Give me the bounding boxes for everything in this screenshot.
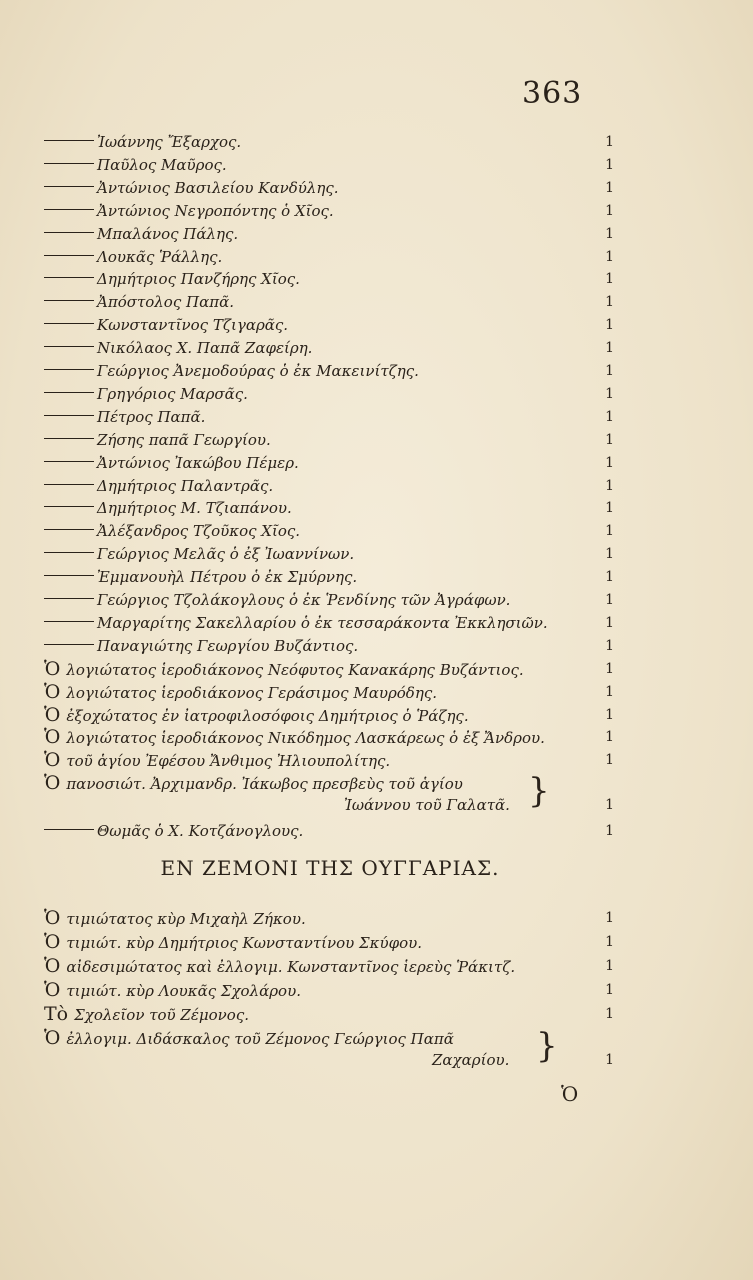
leader-rule bbox=[44, 140, 94, 141]
entry-name: Ἰωάννης Ἔξαρχος. bbox=[97, 133, 242, 151]
catchword: Ὁ bbox=[561, 1082, 579, 1106]
leader-rule bbox=[44, 255, 94, 256]
list-item bbox=[44, 635, 614, 657]
list-item-braced bbox=[44, 1027, 614, 1049]
list-item bbox=[44, 154, 614, 176]
entry-name: Νικόλαος Χ. Παπᾶ Ζαφείρη. bbox=[97, 339, 313, 358]
entry-name: Μαργαρίτης Σακελλαρίου ὁ ἐκ τεσσαράκοντα Ἐκκλησιῶν. bbox=[97, 613, 548, 632]
section-heading: ΕΝ ΖΕΜΟΝΙ ΤΗΣ ΟΥΓΓΑΡΙΑΣ. bbox=[160, 856, 500, 880]
entry-count: 1 bbox=[605, 706, 614, 723]
list-item bbox=[44, 268, 614, 290]
entry-count: 1 bbox=[605, 637, 614, 654]
entry-name: Γεώργιος Ἀνεμοδούρας ὁ ἐκ Μακεινίτζης. bbox=[97, 362, 419, 380]
entry-count: 1 bbox=[605, 523, 614, 540]
list-item bbox=[44, 452, 614, 474]
entry-name: τοῦ ἁγίου Ἐφέσου Ἄνθιμος Ἠλιουπολίτης. bbox=[66, 752, 391, 771]
list-item bbox=[44, 429, 614, 451]
list-item bbox=[44, 520, 614, 542]
leader-rule bbox=[44, 186, 94, 187]
entry-name: ἐλλογιμ. Διδάσκαλος τοῦ Ζέμονος Γεώργιος Παπᾶ bbox=[66, 1030, 454, 1048]
list-item bbox=[44, 406, 614, 428]
list-item bbox=[44, 200, 614, 222]
entry-name: λογιώτατος ἱεροδιάκονος Νεόφυτος Κανακάρης Βυζάντιος. bbox=[66, 660, 524, 679]
entry-article: Ὁ bbox=[44, 749, 61, 772]
list-item bbox=[44, 658, 614, 680]
list-item bbox=[44, 131, 614, 153]
list-item bbox=[44, 566, 614, 588]
entry-count: 1 bbox=[605, 317, 614, 334]
page-number: 363 bbox=[522, 76, 583, 111]
entry-count: 1 bbox=[605, 385, 614, 402]
entry-name: Πέτρος Παπᾶ. bbox=[97, 407, 206, 426]
entry-name: Λουκᾶς Ῥάλλης. bbox=[97, 247, 223, 266]
list-item bbox=[44, 704, 614, 726]
list-item bbox=[44, 223, 614, 245]
entry-count: 1 bbox=[605, 797, 614, 814]
entry-count: 1 bbox=[605, 1006, 614, 1022]
leader-rule bbox=[44, 346, 94, 347]
entry-article: Ὁ bbox=[44, 657, 61, 680]
list-item bbox=[44, 907, 614, 929]
entry-name: Γεώργιος Τζολάκογλους ὁ ἐκ Ῥενδίνης τῶν Ἀγράφων. bbox=[97, 591, 511, 609]
leader-rule bbox=[44, 552, 94, 553]
entry-count: 1 bbox=[605, 271, 614, 288]
entry-name: Ἀλέξανδρος Τζοῦκος Χῖος. bbox=[97, 522, 301, 541]
entry-count: 1 bbox=[605, 248, 614, 265]
list-item bbox=[44, 314, 614, 336]
list-item bbox=[44, 360, 614, 382]
entry-article: Ὁ bbox=[44, 1027, 61, 1049]
leader-rule bbox=[44, 506, 94, 507]
leader-rule bbox=[44, 300, 94, 301]
brace-mark: } bbox=[528, 771, 550, 812]
entry-count: 1 bbox=[605, 156, 614, 173]
entry-name: Γρηγόριος Μαρσᾶς. bbox=[97, 384, 248, 403]
entry-name: Γεώργιος Μελᾶς ὁ ἐξ Ἰωαννίνων. bbox=[97, 545, 355, 564]
list-item bbox=[44, 291, 614, 313]
entry-count: 1 bbox=[605, 569, 614, 586]
entry-count: 1 bbox=[605, 340, 614, 357]
leader-rule bbox=[44, 392, 94, 393]
entry-count: 1 bbox=[605, 1052, 614, 1068]
entry-count: 1 bbox=[605, 477, 614, 494]
entry-count: 1 bbox=[605, 729, 614, 746]
entry-count: 1 bbox=[605, 934, 614, 950]
entry-name: Σχολεῖον τοῦ Ζέμονος. bbox=[74, 1006, 249, 1024]
entry-name: Κωνσταντῖνος Τζιγαρᾶς. bbox=[97, 316, 289, 335]
entry-name: τιμιώτ. κὺρ Λουκᾶς Σχολάρου. bbox=[66, 982, 301, 1000]
list-item bbox=[44, 337, 614, 359]
list-item bbox=[44, 589, 614, 611]
leader-rule bbox=[44, 484, 94, 485]
list-item bbox=[44, 475, 614, 497]
entry-name: Ἀπόστολος Παπᾶ. bbox=[97, 293, 234, 312]
entry-article: Ὁ bbox=[44, 955, 61, 977]
entry-name: αἰδεσιμώτατος καὶ ἐλλογιμ. Κωνσταντῖνος ἱερεὺς Ῥάκιτζ. bbox=[66, 958, 516, 976]
entry-article: Ὁ bbox=[44, 726, 61, 749]
list-item bbox=[44, 749, 614, 771]
leader-rule bbox=[44, 461, 94, 462]
entry-count: 1 bbox=[605, 179, 614, 196]
entry-count: 1 bbox=[605, 454, 614, 471]
list-item bbox=[44, 612, 614, 634]
leader-rule bbox=[44, 209, 94, 210]
list-item bbox=[44, 820, 614, 842]
entry-name: Ἀντώνιος Βασιλείου Κανδύλης. bbox=[97, 178, 339, 197]
entry-count: 1 bbox=[605, 546, 614, 563]
entry-name: Ἀντώνιος Ἰακώβου Πέμερ. bbox=[97, 453, 299, 472]
entry-name: τιμιώτατος κὺρ Μιχαὴλ Ζήκου. bbox=[66, 910, 306, 928]
leader-rule bbox=[44, 621, 94, 622]
entry-name: Θωμᾶς ὁ Χ. Κοτζάνογλους. bbox=[97, 822, 304, 841]
list-item bbox=[44, 931, 614, 953]
entry-count: 1 bbox=[605, 431, 614, 448]
entry-name-continuation: Ἰωάννου τοῦ Γαλατᾶ. bbox=[344, 796, 510, 815]
list-item bbox=[44, 955, 614, 977]
entry-count: 1 bbox=[605, 614, 614, 631]
entry-count: 1 bbox=[605, 202, 614, 219]
entry-name: Δημήτριος Πανζήρης Χῖος. bbox=[97, 270, 300, 289]
leader-rule bbox=[44, 438, 94, 439]
entry-name: Ζήσης παπᾶ Γεωργίου. bbox=[97, 430, 271, 449]
list-item bbox=[44, 726, 614, 748]
leader-rule bbox=[44, 277, 94, 278]
list-item bbox=[44, 497, 614, 519]
list-item bbox=[44, 383, 614, 405]
leader-rule bbox=[44, 644, 94, 645]
entry-article: Ὁ bbox=[44, 979, 61, 1001]
entry-article: Τὸ bbox=[44, 1003, 69, 1025]
entry-count: 1 bbox=[605, 683, 614, 700]
entry-article: Ὁ bbox=[44, 772, 61, 795]
entry-count: 1 bbox=[605, 500, 614, 517]
list-item-count bbox=[44, 794, 614, 816]
entry-name: ἐξοχώτατος ἐν ἰατροφιλοσόφοις Δημήτριος ὁ Ῥάζης. bbox=[66, 706, 469, 725]
entry-name: Ἀντώνιος Νεγροπόντης ὁ Χῖος. bbox=[97, 201, 334, 220]
entry-name: λογιώτατος ἱεροδιάκονος Γεράσιμος Μαυρόδης. bbox=[66, 683, 437, 702]
leader-rule bbox=[44, 829, 94, 830]
leader-rule bbox=[44, 575, 94, 576]
list-item bbox=[44, 177, 614, 199]
entry-name: λογιώτατος ἱεροδιάκονος Νικόδημος Λασκάρεως ὁ ἐξ Ἄνδρου. bbox=[66, 729, 545, 748]
entry-name-continuation: Ζαχαρίου. bbox=[432, 1051, 510, 1069]
entry-article: Ὁ bbox=[44, 680, 61, 703]
leader-rule bbox=[44, 232, 94, 233]
list-item bbox=[44, 681, 614, 703]
leader-rule bbox=[44, 529, 94, 530]
leader-rule bbox=[44, 323, 94, 324]
entry-count: 1 bbox=[605, 363, 614, 379]
entry-name: πανοσιώτ. Ἀρχιμανδρ. Ἰάκωβος πρεσβεὺς τοῦ ἁγίου bbox=[66, 775, 463, 794]
entry-count: 1 bbox=[605, 592, 614, 608]
entry-count: 1 bbox=[605, 660, 614, 677]
brace-mark: } bbox=[536, 1026, 558, 1066]
entry-name: Ἐμμανουὴλ Πέτρου ὁ ἐκ Σμύρνης. bbox=[97, 568, 358, 587]
entry-count: 1 bbox=[605, 408, 614, 425]
entry-count: 1 bbox=[605, 752, 614, 769]
leader-rule bbox=[44, 163, 94, 164]
entry-name: Δημήτριος Παλαντρᾶς. bbox=[97, 476, 274, 495]
entry-count: 1 bbox=[605, 294, 614, 311]
entry-article: Ὁ bbox=[44, 907, 61, 929]
list-item-count bbox=[44, 1049, 614, 1071]
leader-rule bbox=[44, 415, 94, 416]
entry-name: Παῦλος Μαῦρος. bbox=[97, 155, 227, 174]
list-item bbox=[44, 979, 614, 1001]
entry-name: τιμιώτ. κὺρ Δημήτριος Κωνσταντίνου Σκύφου. bbox=[66, 934, 423, 952]
leader-rule bbox=[44, 369, 94, 370]
entry-count: 1 bbox=[605, 225, 614, 242]
entry-count: 1 bbox=[605, 910, 614, 926]
entry-name: Παναγιώτης Γεωργίου Βυζάντιος. bbox=[97, 636, 359, 655]
entry-name: Μπαλάνος Πάλης. bbox=[97, 224, 239, 243]
entry-count: 1 bbox=[605, 134, 614, 150]
entry-article: Ὁ bbox=[44, 931, 61, 953]
entry-count: 1 bbox=[605, 982, 614, 998]
list-item bbox=[44, 543, 614, 565]
leader-rule bbox=[44, 598, 94, 599]
list-item bbox=[44, 1003, 614, 1025]
entry-name: Δημήτριος Μ. Τζιαπάνου. bbox=[97, 499, 292, 518]
entry-count: 1 bbox=[605, 958, 614, 974]
entry-article: Ὁ bbox=[44, 703, 61, 726]
entry-count: 1 bbox=[605, 823, 614, 840]
list-item bbox=[44, 246, 614, 268]
